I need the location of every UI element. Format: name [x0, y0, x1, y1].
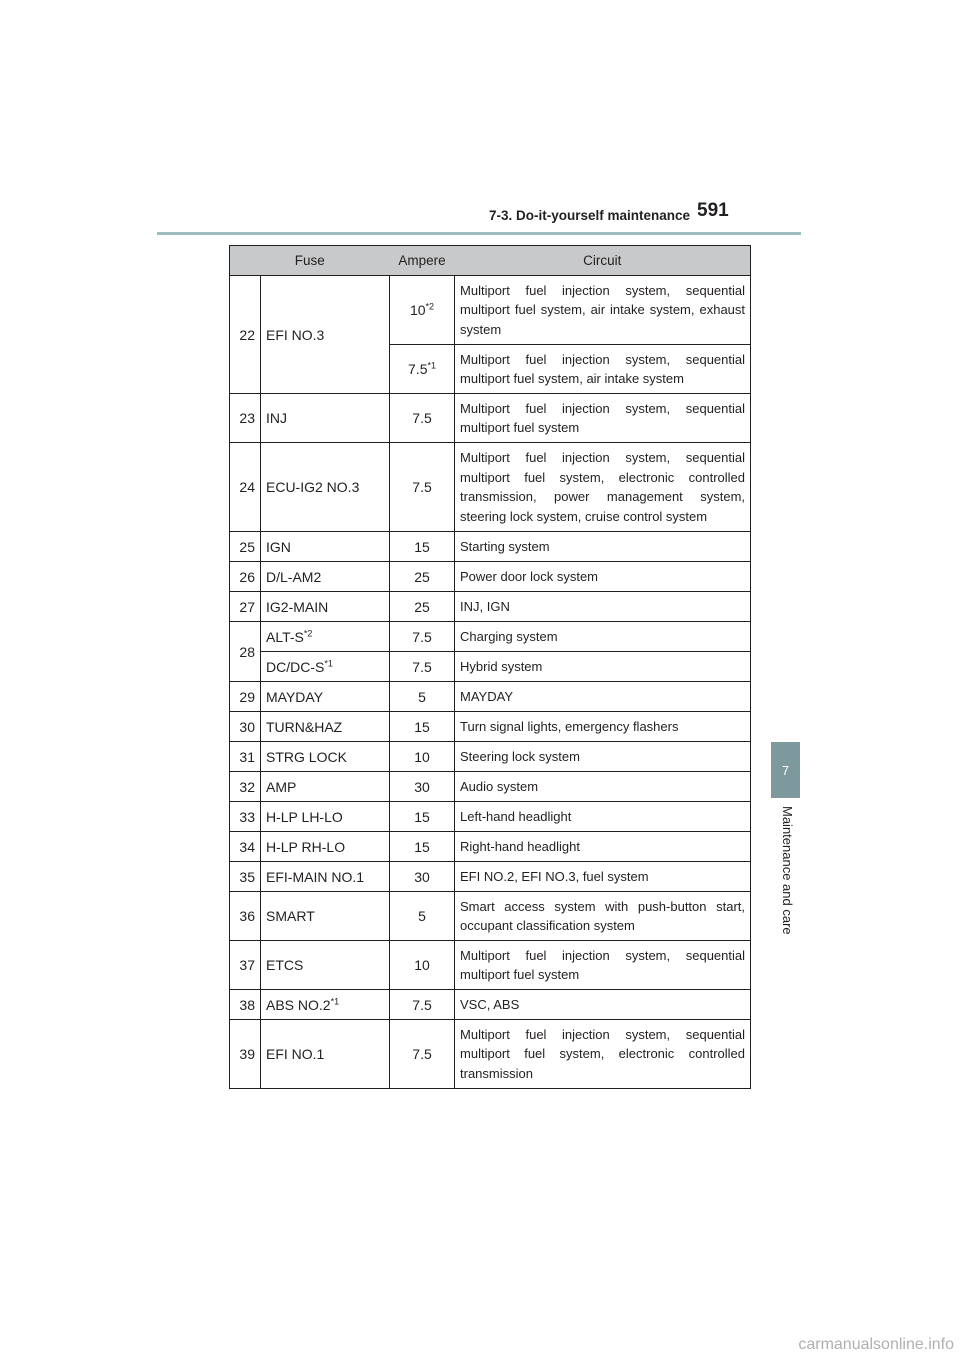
fuse-circuit: VSC, ABS — [455, 990, 751, 1020]
fuse-name: SMART — [261, 892, 390, 941]
fuse-name: MAYDAY — [261, 682, 390, 712]
fuse-circuit: Steering lock system — [455, 742, 751, 772]
fuse-circuit: Multiport fuel injection system, sequential multiport fuel system — [455, 394, 751, 443]
fuse-circuit: Multiport fuel injection system, sequential multiport fuel system, air intake system — [455, 345, 751, 394]
page-number: 591 — [697, 200, 729, 221]
fuse-number: 37 — [230, 941, 261, 990]
section-title: 7-3. Do-it-yourself maintenance — [488, 208, 690, 223]
table-row — [230, 682, 751, 712]
column-header-fuse: Fuse — [230, 246, 390, 276]
fuse-ampere: 10 — [390, 742, 455, 772]
table-row — [230, 802, 751, 832]
fuse-circuit: Audio system — [455, 772, 751, 802]
chapter-number: 7 — [781, 762, 790, 778]
header-divider — [157, 232, 801, 235]
fuse-ampere: 15 — [390, 802, 455, 832]
fuse-name: IGN — [261, 532, 390, 562]
fuse-name: ABS NO.2$^{*1}$ — [261, 990, 390, 1020]
fuse-number: 22 — [230, 276, 261, 394]
fuse-circuit: Multiport fuel injection system, sequential multiport fuel system, electronic controlled transmission — [455, 1020, 751, 1089]
fuse-circuit: Hybrid system — [455, 652, 751, 682]
footnote-mark: *1 — [330, 995, 340, 1006]
chapter-label: Maintenance and care — [780, 806, 795, 935]
table-row — [230, 276, 751, 345]
fuse-name: EFI NO.1 — [261, 1020, 390, 1089]
fuse-name: D/L-AM2 — [261, 562, 390, 592]
fuse-circuit: Turn signal lights, emergency flashers — [455, 712, 751, 742]
table-header-row — [230, 246, 751, 276]
fuse-ampere: 7.5 — [390, 652, 455, 682]
table-row — [230, 862, 751, 892]
fuse-ampere: 5 — [390, 682, 455, 712]
column-header-circuit: Circuit — [455, 246, 751, 276]
table-row — [230, 990, 751, 1020]
fuse-number: 26 — [230, 562, 261, 592]
table-row — [230, 712, 751, 742]
fuse-number: 34 — [230, 832, 261, 862]
fuse-ampere: 7.5 — [390, 1020, 455, 1089]
fuse-ampere: 15 — [390, 712, 455, 742]
fuse-name: IG2-MAIN — [261, 592, 390, 622]
chapter-tab[interactable] — [771, 742, 800, 798]
fuse-number: 36 — [230, 892, 261, 941]
fuse-name: ECU-IG2 NO.3 — [261, 443, 390, 532]
fuse-ampere: 15 — [390, 832, 455, 862]
fuse-name: EFI NO.3 — [261, 276, 390, 394]
table-row — [230, 892, 751, 941]
fuse-number: 32 — [230, 772, 261, 802]
footnote-mark: *1 — [324, 657, 333, 668]
table-row — [230, 562, 751, 592]
fuse-table — [229, 245, 751, 1089]
footnote-mark: *2 — [303, 627, 313, 638]
fuse-ampere: 25 — [390, 562, 455, 592]
watermark: carmanualsonline.info — [798, 1336, 954, 1353]
fuse-ampere: 10 — [390, 941, 455, 990]
fuse-name: $DC/DC-S^{*1}$ — [261, 652, 390, 682]
table-row — [230, 443, 751, 532]
fuse-circuit: MAYDAY — [455, 682, 751, 712]
fuse-circuit: EFI NO.2, EFI NO.3, fuel system — [455, 862, 751, 892]
table-row — [230, 742, 751, 772]
fuse-ampere: 25 — [390, 592, 455, 622]
table-row — [230, 941, 751, 990]
fuse-ampere: 30 — [390, 772, 455, 802]
fuse-name: TURN&HAZ — [261, 712, 390, 742]
fuse-number: 30 — [230, 712, 261, 742]
fuse-name: INJ — [261, 394, 390, 443]
fuse-ampere: 7.5 — [390, 394, 455, 443]
fuse-number: 38 — [230, 990, 261, 1020]
fuse-ampere: 7.5 — [390, 622, 455, 652]
table-row — [230, 592, 751, 622]
fuse-circuit: Left-hand headlight — [455, 802, 751, 832]
fuse-ampere: 5 — [390, 892, 455, 941]
fuse-ampere: 10$^{*2}$ — [390, 276, 455, 345]
fuse-number: 29 — [230, 682, 261, 712]
table-row — [230, 832, 751, 862]
table-row — [230, 532, 751, 562]
table-row — [230, 394, 751, 443]
fuse-name: H-LP LH-LO — [261, 802, 390, 832]
fuse-number: 25 — [230, 532, 261, 562]
fuse-number: 24 — [230, 443, 261, 532]
footnote-mark: *1 — [427, 360, 436, 371]
fuse-circuit: Smart access system with push-button start, occupant classification system — [455, 892, 751, 941]
fuse-name: ALT-$S^{*2}$ — [261, 622, 390, 652]
fuse-circuit: Multiport fuel injection system, sequential multiport fuel system, air intake system, exhaust system — [455, 276, 751, 345]
fuse-name: EFI-MAIN NO.1 — [261, 862, 390, 892]
fuse-number: 31 — [230, 742, 261, 772]
table-row — [230, 772, 751, 802]
fuse-ampere: 7.5 — [390, 990, 455, 1020]
fuse-name: H-LP RH-LO — [261, 832, 390, 862]
table-row — [230, 622, 751, 652]
fuse-number: 35 — [230, 862, 261, 892]
fuse-number: 27 — [230, 592, 261, 622]
fuse-ampere: 7.5 — [390, 443, 455, 532]
table-row — [230, 652, 751, 682]
fuse-circuit: Multiport fuel injection system, sequential multiport fuel system — [455, 941, 751, 990]
fuse-circuit: Right-hand headlight — [455, 832, 751, 862]
fuse-number: 33 — [230, 802, 261, 832]
fuse-name: STRG LOCK — [261, 742, 390, 772]
footnote-mark: *2 — [425, 301, 435, 312]
fuse-name: ETCS — [261, 941, 390, 990]
fuse-name: AMP — [261, 772, 390, 802]
fuse-circuit: Charging system — [455, 622, 751, 652]
fuse-circuit: Multiport fuel injection system, sequential multiport fuel system, electronic controlled transmission, power management system, steering lock system, cruise control system — [455, 443, 751, 532]
fuse-circuit: INJ, IGN — [455, 592, 751, 622]
fuse-number: 23 — [230, 394, 261, 443]
fuse-ampere: 30 — [390, 862, 455, 892]
table-row — [230, 1020, 751, 1089]
fuse-number: 39 — [230, 1020, 261, 1089]
fuse-circuit: Starting system — [455, 532, 751, 562]
fuse-ampere: 7.5$^{*1}$ — [390, 345, 455, 394]
fuse-ampere: 15 — [390, 532, 455, 562]
fuse-circuit: Power door lock system — [455, 562, 751, 592]
column-header-ampere: Ampere — [390, 246, 455, 276]
fuse-number: 28 — [230, 622, 261, 682]
